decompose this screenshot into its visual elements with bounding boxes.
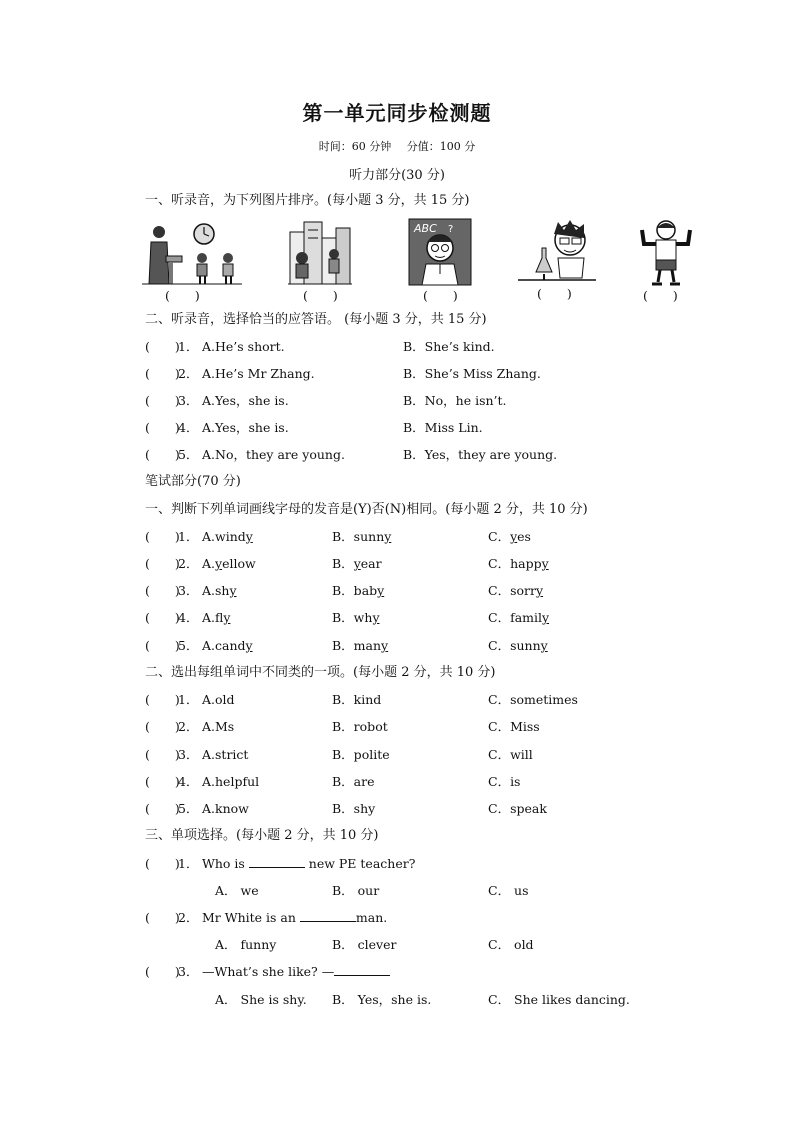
option-c: C．yes xyxy=(488,529,531,544)
option-a: A.He’s Mr Zhang. xyxy=(202,366,315,381)
question-number: 3． xyxy=(178,964,199,979)
option-c: C． She likes dancing. xyxy=(488,992,630,1007)
option-b: B．are xyxy=(332,774,375,789)
answer-blank[interactable]: ( ) xyxy=(145,774,180,789)
option-c: C．will xyxy=(488,747,533,762)
listening-2-heading: 二、听录音，选择恰当的应答语。 (每小题 3 分，共 15 分) xyxy=(145,312,487,327)
written-1-heading: 一、判断下列单词画线字母的发音是(Y)否(N)相同。(每小题 2 分，共 10 分) xyxy=(145,502,588,517)
option-b: B． our xyxy=(332,883,380,898)
option-a: A． funny xyxy=(215,937,277,952)
answer-blank[interactable]: ( ) xyxy=(145,583,180,598)
question-number: 2． xyxy=(178,719,199,734)
option-c: C．speak xyxy=(488,801,547,816)
answer-blank[interactable]: ( ) xyxy=(145,420,180,435)
listening-1-heading: 一、听录音，为下列图片排序。(每小题 3 分，共 15 分) xyxy=(145,193,470,208)
question-number: 4． xyxy=(178,420,199,435)
written-3-heading: 三、单项选择。(每小题 2 分，共 10 分) xyxy=(145,828,379,843)
option-b: B．robot xyxy=(332,719,388,734)
option-a: A． She is shy. xyxy=(215,992,307,1007)
option-b: B．sunny xyxy=(332,529,392,544)
answer-blank[interactable]: ( ) xyxy=(145,719,180,734)
answer-blank[interactable]: ( ) xyxy=(145,393,180,408)
svg-text:?: ? xyxy=(448,224,454,235)
answer-blank[interactable]: ( ) xyxy=(145,529,180,544)
question-text: Mr White is an man. xyxy=(202,910,388,925)
answer-blank[interactable]: ( ) xyxy=(145,910,180,925)
question-number: 5． xyxy=(178,801,199,816)
option-c: C．sunny xyxy=(488,638,548,653)
picture-3-answer[interactable]: ( ) xyxy=(423,288,458,303)
question-number: 3． xyxy=(178,747,199,762)
answer-blank[interactable]: ( ) xyxy=(145,964,180,979)
option-a: A.He’s short. xyxy=(202,339,285,354)
science-boy-icon xyxy=(518,218,596,286)
option-a: A.Yes，she is. xyxy=(202,393,289,408)
question-text: —What’s she like? — xyxy=(202,962,390,982)
option-b: B．She’s Miss Zhang. xyxy=(403,366,541,381)
picture-4-answer[interactable]: ( ) xyxy=(537,286,572,301)
teacher-classroom-icon xyxy=(142,218,242,286)
thinking-boy-abc-icon xyxy=(408,218,472,286)
option-a: A.windy xyxy=(202,529,253,544)
option-b: B． clever xyxy=(332,937,397,952)
option-b: B． Yes，she is. xyxy=(332,992,432,1007)
option-c: C．Miss xyxy=(488,719,540,734)
option-b: B．She’s kind. xyxy=(403,339,495,354)
option-c: C．sorry xyxy=(488,583,544,598)
time-limit: 时间：60 分钟 xyxy=(318,140,392,153)
option-a: A.yellow xyxy=(202,556,256,571)
strong-boy-icon xyxy=(638,218,694,286)
option-a: A.helpful xyxy=(202,774,260,789)
option-a: A.old xyxy=(202,692,235,707)
option-b: B．why xyxy=(332,610,380,625)
option-a: A.No，they are young. xyxy=(202,447,345,462)
answer-blank[interactable]: ( ) xyxy=(145,610,180,625)
question-number: 4． xyxy=(178,610,199,625)
question-number: 2． xyxy=(178,910,199,925)
total-score: 分值：100 分 xyxy=(406,140,476,153)
picture-2-answer[interactable]: ( ) xyxy=(303,288,338,303)
written-2-heading: 二、选出每组单词中不同类的一项。(每小题 2 分，共 10 分) xyxy=(145,665,496,680)
option-a: A． we xyxy=(215,883,259,898)
question-number: 1． xyxy=(178,339,199,354)
option-b: B．Yes，they are young. xyxy=(403,447,558,462)
question-number: 5． xyxy=(178,447,199,462)
picture-row xyxy=(140,218,700,310)
option-b: B．shy xyxy=(332,801,376,816)
exam-title: 第一单元同步检测题 xyxy=(302,101,492,125)
listening-part-title: 听力部分(30 分) xyxy=(349,168,445,183)
option-b: B．many xyxy=(332,638,389,653)
exam-meta xyxy=(0,138,794,154)
fill-blank[interactable] xyxy=(249,855,305,868)
option-c: C．sometimes xyxy=(488,692,578,707)
question-number: 1． xyxy=(178,529,199,544)
question-number: 1． xyxy=(178,856,199,871)
answer-blank[interactable]: ( ) xyxy=(145,366,180,381)
question-number: 2． xyxy=(178,366,199,381)
answer-blank[interactable]: ( ) xyxy=(145,856,180,871)
fill-blank[interactable] xyxy=(334,963,390,976)
fill-blank[interactable] xyxy=(300,909,356,922)
option-a: A.know xyxy=(202,801,249,816)
picture-1-answer[interactable]: ( ) xyxy=(165,288,200,303)
svg-text:ABC: ABC xyxy=(414,222,437,235)
question-number: 3． xyxy=(178,583,199,598)
option-c: C．family xyxy=(488,610,550,625)
option-b: B．kind xyxy=(332,692,382,707)
option-a: A.candy xyxy=(202,638,253,653)
option-a: A.Yes，she is. xyxy=(202,420,289,435)
option-b: B．polite xyxy=(332,747,390,762)
answer-blank[interactable]: ( ) xyxy=(145,747,180,762)
option-b: B．year xyxy=(332,556,382,571)
question-number: 1． xyxy=(178,692,199,707)
option-a: A.shy xyxy=(202,583,237,598)
question-number: 2． xyxy=(178,556,199,571)
option-a: A.Ms xyxy=(202,719,235,734)
option-a: A.strict xyxy=(202,747,249,762)
option-c: C．happy xyxy=(488,556,549,571)
option-c: C．is xyxy=(488,774,521,789)
answer-blank[interactable]: ( ) xyxy=(145,638,180,653)
answer-blank[interactable]: ( ) xyxy=(145,447,180,462)
option-b: B．No，he isn’t. xyxy=(403,393,507,408)
option-b: B．baby xyxy=(332,583,385,598)
written-part-title: 笔试部分(70 分) xyxy=(145,474,241,489)
option-c: C． old xyxy=(488,937,534,952)
answer-blank[interactable]: ( ) xyxy=(145,556,180,571)
question-number: 4． xyxy=(178,774,199,789)
question-number: 3． xyxy=(178,393,199,408)
question-text: Who is new PE teacher? xyxy=(202,856,416,871)
answer-blank[interactable]: ( ) xyxy=(145,801,180,816)
option-b: B．Miss Lin. xyxy=(403,420,483,435)
question-number: 5． xyxy=(178,638,199,653)
children-buildings-icon xyxy=(288,218,352,286)
answer-blank[interactable]: ( ) xyxy=(145,339,180,354)
option-a: A.fly xyxy=(202,610,231,625)
answer-blank[interactable]: ( ) xyxy=(145,692,180,707)
option-c: C． us xyxy=(488,883,529,898)
picture-5-answer[interactable]: ( ) xyxy=(643,288,678,303)
